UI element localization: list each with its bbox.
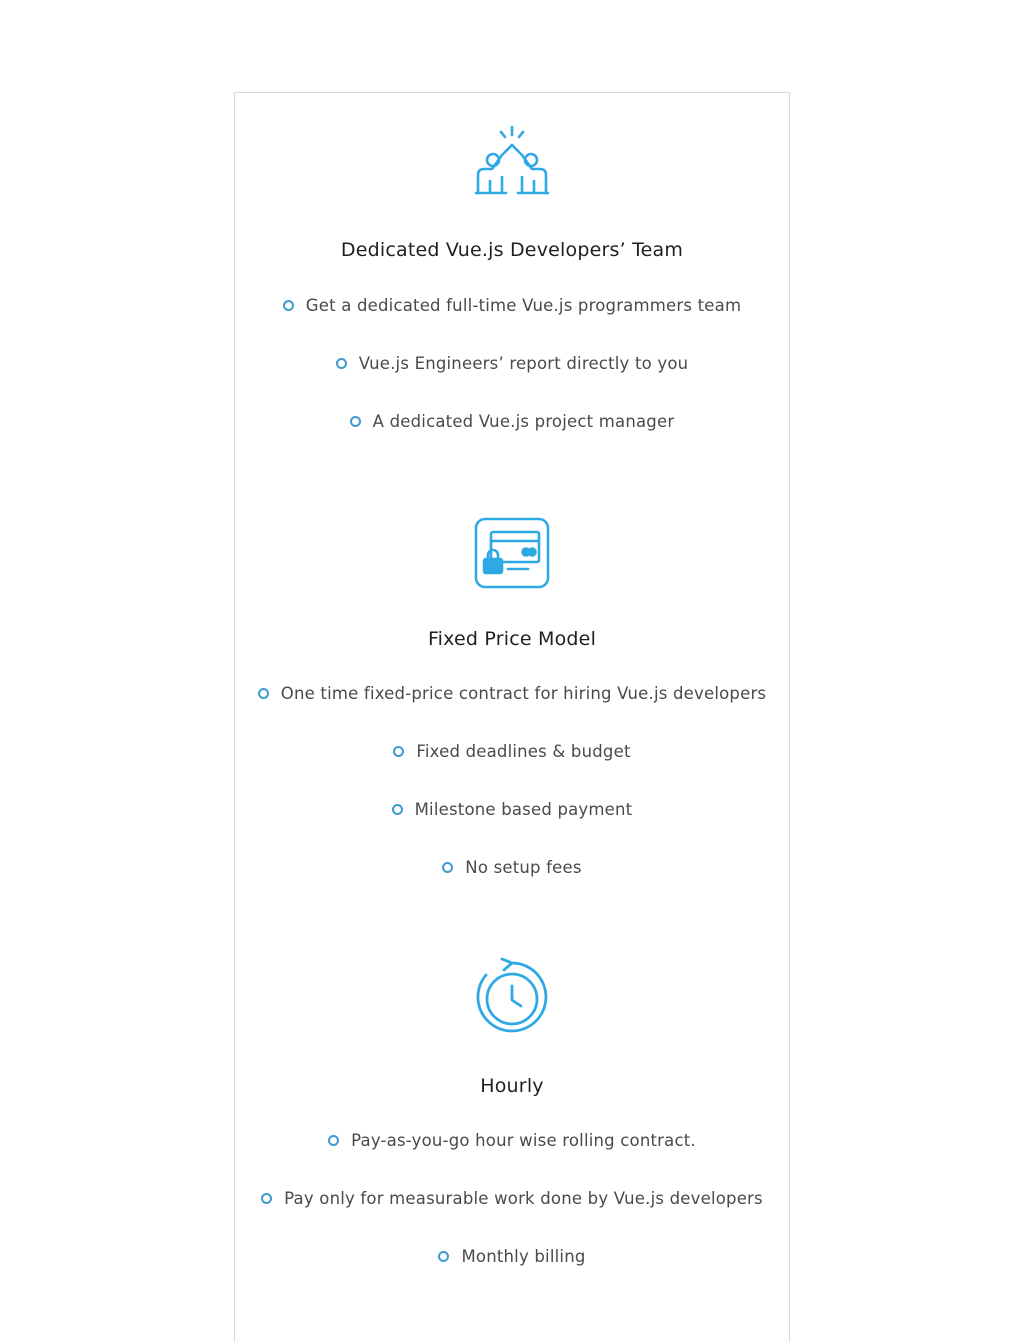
bullet-circle-icon [261, 1193, 272, 1204]
list-item: Milestone based payment [235, 780, 789, 838]
list-item: Monthly billing [235, 1227, 789, 1285]
list-item: Get a dedicated full-time Vue.js programmers team [235, 276, 789, 334]
bullet-circle-icon [328, 1135, 339, 1146]
section-title: Hourly [480, 1075, 544, 1097]
bullet-circle-icon [393, 746, 404, 757]
bullet-circle-icon [442, 862, 453, 873]
list-item: Vue.js Engineers’ report directly to you [235, 334, 789, 392]
secure-card-icon [474, 517, 550, 589]
bullet-circle-icon [438, 1251, 449, 1262]
list-item: No setup fees [235, 838, 789, 896]
section-title: Dedicated Vue.js Developers’ Team [340, 239, 684, 261]
bullet-circle-icon [392, 804, 403, 815]
bullet-circle-icon [283, 300, 294, 311]
high-five-team-icon [472, 125, 552, 197]
bullet-circle-icon [350, 416, 361, 427]
pricing-models-card [234, 92, 790, 1342]
clock-refresh-icon [474, 957, 550, 1037]
bullet-circle-icon [258, 688, 269, 699]
feature-list [235, 1111, 789, 1285]
list-item: Pay only for measurable work done by Vue.js developers [235, 1169, 789, 1227]
list-item: Pay-as-you-go hour wise rolling contract. [235, 1111, 789, 1169]
section-title: Fixed Price Model [427, 628, 597, 650]
feature-list [235, 664, 789, 896]
list-item: One time fixed-price contract for hiring Vue.js developers [235, 664, 789, 722]
list-item: Fixed deadlines & budget [235, 722, 789, 780]
list-item: A dedicated Vue.js project manager [235, 392, 789, 450]
bullet-circle-icon [336, 358, 347, 369]
feature-list [235, 276, 789, 450]
